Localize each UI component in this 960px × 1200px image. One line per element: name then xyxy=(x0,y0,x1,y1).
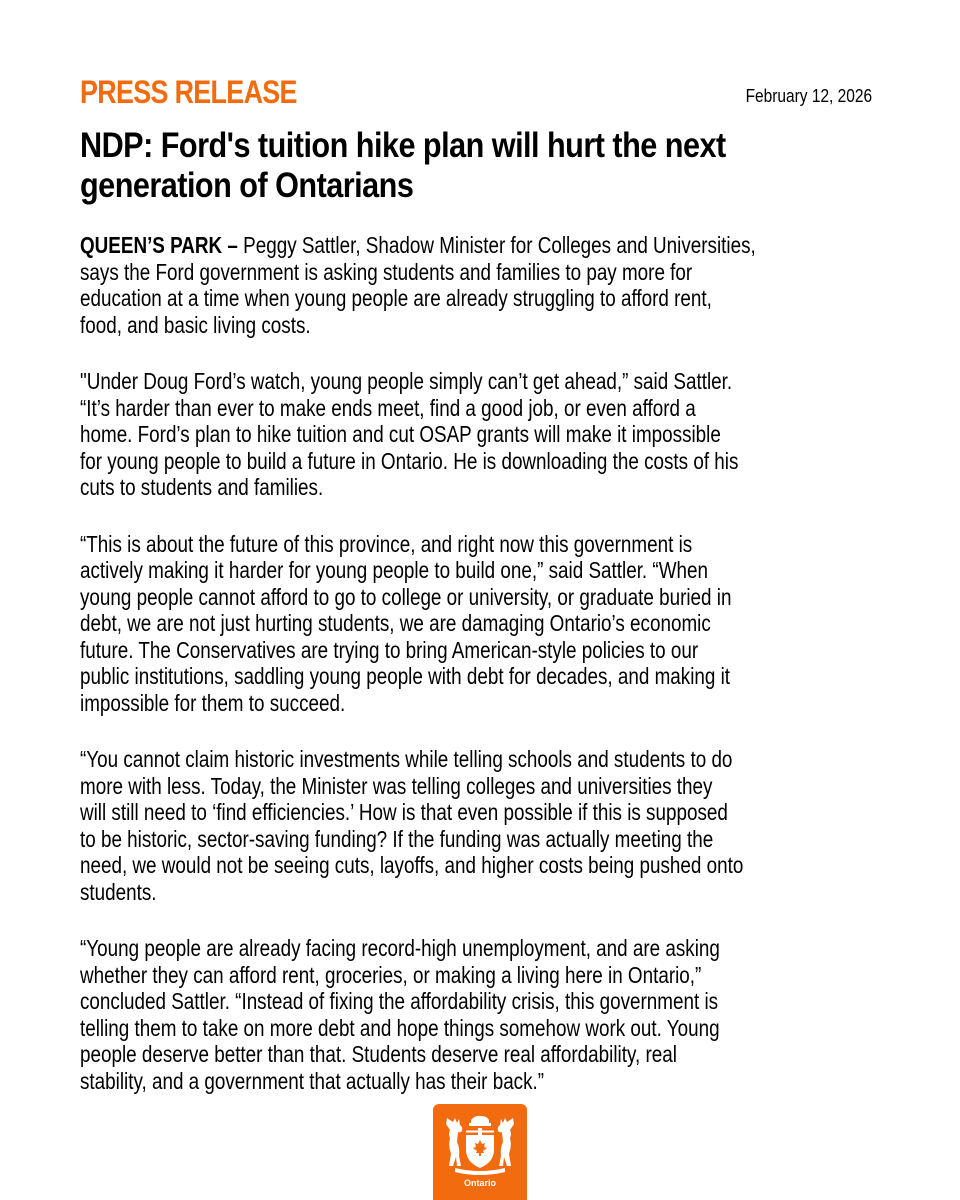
paragraph-line: home. Ford’s plan to hike tuition and cut OSAP grants will make it impossible xyxy=(80,421,721,447)
paragraph xyxy=(80,746,880,905)
paragraph xyxy=(80,935,880,1094)
paragraph-line: will still need to ‘find efficiencies.’ How is that even possible if this is supposed xyxy=(80,799,728,825)
deer-supporter-icon xyxy=(498,1118,514,1166)
paragraph-line: education at a time when young people are already struggling to afford rent, xyxy=(80,285,712,311)
paragraph-line: need, we would not be seeing cuts, layoffs, and higher costs being pushed onto xyxy=(80,852,744,878)
ontario-wordmark: Ontario xyxy=(463,1178,496,1188)
paragraph xyxy=(80,531,880,717)
paragraph-line: more with less. Today, the Minister was telling colleges and universities they xyxy=(80,772,713,799)
paragraph-line: telling them to take on more debt and hope things somehow work out. Young xyxy=(80,1014,720,1041)
moose-supporter-icon xyxy=(446,1118,462,1166)
headline xyxy=(80,126,880,206)
ontario-coat-of-arms-logo xyxy=(433,1104,527,1200)
paragraph-line: students. xyxy=(80,878,157,905)
paragraph-line: public institutions, saddling young people with debt for decades, and making it xyxy=(80,663,731,689)
paragraph-line: “It’s harder than ever to make ends meet, find a good job, or even afford a xyxy=(80,394,696,421)
paragraph-line: concluded Sattler. “Instead of fixing the affordability crisis, this government is xyxy=(80,988,719,1014)
crest-wreath-icon xyxy=(469,1123,491,1126)
paragraph-line: future. The Conservatives are trying to bring American-style policies to our xyxy=(80,636,699,663)
paragraph-line: impossible for them to succeed. xyxy=(80,689,346,716)
paragraph-line: stability, and a government that actually has their back.” xyxy=(80,1067,545,1094)
paragraph xyxy=(80,232,880,338)
motto-ribbon-icon xyxy=(455,1168,505,1175)
press-header xyxy=(80,74,872,114)
paragraph-line: "Under Doug Ford’s watch, young people simply can’t get ahead,” said Sattler. xyxy=(80,368,733,394)
paragraph-line: “Young people are already facing record-high unemployment, and are asking xyxy=(80,935,720,961)
dateline: QUEEN’S PARK – xyxy=(80,232,238,258)
paragraph-line: says the Ford government is asking students and families to pay more for xyxy=(80,258,693,285)
paragraph-line: “This is about the future of this province, and right now this government is xyxy=(80,530,693,557)
paragraph-line: whether they can afford rent, groceries, or making a living here in Ontario,” xyxy=(80,961,702,988)
release-body xyxy=(80,232,880,1124)
paragraph-text: Peggy Sattler, Shadow Minister for Colleges and Universities, xyxy=(237,232,756,258)
release-date: February 12, 2026 xyxy=(745,86,872,106)
headline-line: NDP: Ford's tuition hike plan will hurt the next xyxy=(80,126,726,165)
press-release-label: PRESS RELEASE xyxy=(80,74,297,110)
paragraph-line: for young people to build a future in Ontario. He is downloading the costs of his xyxy=(80,447,739,474)
paragraph-line: to be historic, sector-saving funding? If the funding was actually meeting the xyxy=(80,825,714,852)
paragraph-line: debt, we are not just hurting students, we are damaging Ontario’s economic xyxy=(80,610,711,636)
paragraph-line xyxy=(80,232,756,259)
headline-line: generation of Ontarians xyxy=(80,166,414,205)
bear-crest-icon xyxy=(471,1116,489,1123)
paragraph-line: cuts to students and families. xyxy=(80,474,324,500)
paragraph-line: actively making it harder for young people to build one,” said Sattler. “When xyxy=(80,557,708,583)
paragraph-line: food, and basic living costs. xyxy=(80,311,311,338)
paragraph-line: people deserve better than that. Students deserve real affordability, real xyxy=(80,1041,677,1067)
paragraph xyxy=(80,368,880,501)
paragraph-line: “You cannot claim historic investments while telling schools and students to do xyxy=(80,746,733,772)
paragraph-line: young people cannot afford to go to college or university, or graduate buried in xyxy=(80,583,732,610)
